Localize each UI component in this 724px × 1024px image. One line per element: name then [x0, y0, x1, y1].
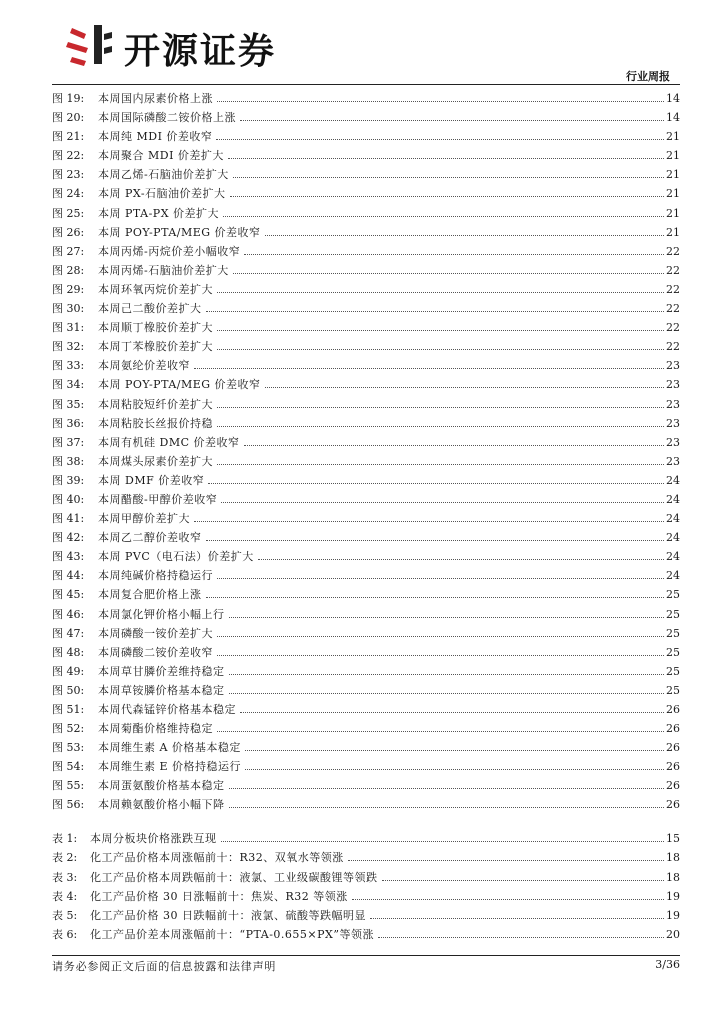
figure-entry-leader: [240, 119, 664, 121]
figure-entry[interactable]: [52, 719, 680, 738]
figure-entry-leader: [217, 406, 664, 408]
table-entry-title: 化工产品价格本周跌幅前十：液氯、工业级碳酸锂等领跌: [90, 870, 378, 884]
figure-entry[interactable]: [52, 242, 680, 261]
figure-entry[interactable]: [52, 165, 680, 184]
figure-entry-leader: [265, 234, 664, 236]
figure-entry-title: 本周磷酸二铵价差收窄: [98, 645, 213, 659]
table-entry-leader: [378, 936, 664, 938]
figure-entry[interactable]: [52, 89, 680, 108]
figure-entry-label: 图 53:: [52, 741, 85, 755]
figure-entry-title: 本周 POY-PTA/MEG 价差收窄: [98, 378, 261, 392]
figure-entry-page: 26: [666, 722, 680, 736]
figure-entry-label: 图 29:: [52, 282, 85, 296]
figure-entry[interactable]: [52, 414, 680, 433]
figure-entry-label: 图 32:: [52, 340, 85, 354]
figure-entry-title: 本周煤头尿素价差扩大: [98, 454, 213, 468]
figure-entry[interactable]: [52, 700, 680, 719]
figure-entry-leader: [206, 539, 665, 541]
footer-divider: [52, 955, 680, 956]
figure-entry-label: 图 28:: [52, 263, 85, 277]
figure-entry-title: 本周蛋氨酸价格基本稳定: [98, 779, 225, 793]
figure-entry[interactable]: [52, 528, 680, 547]
figure-entry-title: 本周国际磷酸二铵价格上涨: [98, 111, 236, 125]
figure-entry[interactable]: [52, 585, 680, 604]
table-entry-title: 化工产品价格 30 日跌幅前十：液氯、硫酸等跌幅明显: [90, 909, 366, 923]
figure-entry[interactable]: [52, 547, 680, 566]
figure-entry-label: 图 55:: [52, 779, 85, 793]
brand-logo: [66, 22, 281, 72]
figure-entry-title: 本周 DMF 价差收窄: [98, 473, 205, 487]
figure-entry-title: 本周丁苯橡胶价差扩大: [98, 340, 213, 354]
figure-entry-label: 图 23:: [52, 168, 85, 182]
figure-entry-page: 24: [666, 512, 680, 526]
figure-entry-page: 23: [666, 454, 680, 468]
figure-entry-label: 图 30:: [52, 302, 85, 316]
table-entry-leader: [221, 840, 665, 842]
table-entry-page: 18: [666, 851, 680, 865]
figure-entry-page: 22: [666, 263, 680, 277]
figure-entry-title: 本周丙烯-丙烷价差小幅收窄: [98, 244, 241, 258]
table-entry[interactable]: [52, 868, 680, 887]
figure-entry-leader: [217, 730, 664, 732]
figure-entry-leader: [217, 635, 664, 637]
figure-entry[interactable]: [52, 395, 680, 414]
figure-entry-label: 图 31:: [52, 321, 85, 335]
figure-entry-label: 图 45:: [52, 588, 85, 602]
table-entry-page: 15: [666, 832, 680, 845]
figure-entry-title: 本周维生素 A 价格基本稳定: [98, 741, 241, 755]
header-divider: [52, 84, 680, 85]
figure-entry[interactable]: [52, 356, 680, 375]
figure-entry-leader: [244, 444, 665, 446]
figure-entry-page: 23: [666, 416, 680, 430]
figure-entry-leader: [229, 692, 665, 694]
figure-entry[interactable]: [52, 299, 680, 318]
figure-entry-page: 22: [666, 244, 680, 258]
figure-entry-page: 25: [666, 588, 680, 602]
table-entry-page: 18: [666, 870, 680, 884]
figure-entry[interactable]: [52, 261, 680, 280]
figure-entry-page: 21: [666, 225, 680, 239]
figure-entry[interactable]: [52, 757, 680, 776]
figure-entry-label: 图 21:: [52, 130, 85, 144]
figure-entry-leader: [244, 253, 664, 255]
figure-entry-title: 本周聚合 MDI 价差扩大: [98, 149, 224, 163]
figure-entry-title: 本周纯 MDI 价差收窄: [98, 130, 213, 144]
figure-entry-page: 26: [666, 703, 680, 716]
figure-entry-label: 图 25:: [52, 206, 85, 220]
figure-entry-label: 图 50:: [52, 683, 85, 697]
figure-entry-page: 25: [666, 664, 680, 678]
figure-entry-label: 图 36:: [52, 416, 85, 430]
figure-entry-label: 图 33:: [52, 359, 85, 373]
figure-entry[interactable]: [52, 776, 680, 795]
figure-entry-title: 本周 PVC（电石法）价差扩大: [98, 550, 254, 564]
figure-entry-page: 24: [666, 550, 680, 564]
table-entry-page: 20: [666, 928, 680, 942]
figure-entry[interactable]: [52, 490, 680, 509]
table-entry-label: 表 1:: [52, 832, 78, 845]
table-entry-page: 19: [666, 909, 680, 923]
figure-entry-title: 本周 PTA-PX 价差扩大: [98, 206, 220, 220]
figure-entry-page: 26: [666, 760, 680, 774]
figure-entry-label: 图 19:: [52, 92, 85, 105]
figure-entry-leader: [217, 329, 664, 331]
figure-entry[interactable]: [52, 433, 680, 452]
figure-entry-page: 26: [666, 798, 680, 812]
figure-entry-label: 图 52:: [52, 722, 85, 736]
figure-entry-title: 本周赖氨酸价格小幅下降: [98, 798, 225, 812]
figure-entry[interactable]: [52, 337, 680, 356]
figure-entry-label: 图 56:: [52, 798, 85, 812]
figure-entry-page: 21: [666, 130, 680, 144]
figure-entry-leader: [194, 367, 664, 369]
figure-entry-leader: [265, 386, 664, 388]
figure-entry-title: 本周复合肥价格上涨: [98, 588, 202, 602]
figure-entry-label: 图 35:: [52, 397, 85, 411]
figure-entry-leader: [233, 272, 664, 274]
figure-entry-leader: [217, 100, 664, 102]
figure-entry-leader: [229, 806, 665, 808]
figure-entry-title: 本周 PX-石脑油价差扩大: [98, 187, 226, 201]
figure-entry-label: 图 48:: [52, 645, 85, 659]
figure-entry-page: 22: [666, 340, 680, 354]
table-entry-leader: [352, 898, 664, 900]
figure-entry[interactable]: [52, 624, 680, 643]
figure-entry-label: 图 27:: [52, 244, 85, 258]
figure-entry-leader: [216, 138, 664, 140]
figure-entry-leader: [233, 176, 664, 178]
figure-entry[interactable]: [52, 127, 680, 146]
figure-entry-leader: [217, 577, 664, 579]
figure-entry-page: 24: [666, 569, 680, 583]
figure-entry-page: 24: [666, 531, 680, 545]
figure-entry-page: 21: [666, 168, 680, 182]
figure-entry-page: 23: [666, 397, 680, 411]
table-entry-leader: [382, 879, 665, 881]
table-entry-title: 化工产品价格本周涨幅前十：R32、双氧水等领涨: [90, 851, 344, 865]
figure-entry-label: 图 34:: [52, 378, 85, 392]
table-entry[interactable]: [52, 829, 680, 848]
figure-entry-leader: [245, 749, 664, 751]
figure-entry[interactable]: [52, 662, 680, 681]
table-entry[interactable]: [52, 848, 680, 867]
figure-entry-title: 本周有机硅 DMC 价差收窄: [98, 435, 240, 449]
table-entry-label: 表 5:: [52, 909, 78, 923]
figure-entry-leader: [258, 558, 664, 560]
figure-entry-page: 23: [666, 435, 680, 449]
figure-entry-title: 本周草甘膦价差维持稳定: [98, 664, 225, 678]
figure-entry-leader: [217, 463, 664, 465]
table-entry-label: 表 2:: [52, 851, 78, 865]
figure-entry-label: 图 44:: [52, 569, 85, 583]
figure-entry-title: 本周氯化钾价格小幅上行: [98, 607, 225, 621]
figure-entry-leader: [206, 310, 665, 312]
figure-entry-title: 本周草铵膦价格基本稳定: [98, 683, 225, 697]
figure-entry-title: 本周代森锰锌价格基本稳定: [98, 703, 236, 716]
figure-entry-leader: [221, 501, 664, 503]
figure-entry-label: 图 41:: [52, 512, 85, 526]
figure-entry-title: 本周国内尿素价格上涨: [98, 92, 213, 105]
figure-entry[interactable]: [52, 738, 680, 757]
figure-entry-leader: [206, 596, 665, 598]
figure-entry-leader: [217, 348, 664, 350]
figure-entry[interactable]: [52, 681, 680, 700]
figure-entry-title: 本周丙烯-石脑油价差扩大: [98, 263, 229, 277]
figure-entry-leader: [229, 673, 665, 675]
table-entry-label: 表 6:: [52, 928, 78, 942]
figure-entry[interactable]: [52, 605, 680, 624]
figure-entry-page: 24: [666, 492, 680, 506]
figure-entry-leader: [229, 616, 665, 618]
figure-entry-title: 本周醋酸-甲醇价差收窄: [98, 492, 218, 506]
figure-entry-label: 图 42:: [52, 531, 85, 545]
figure-entry-leader: [240, 711, 664, 713]
figure-entry[interactable]: [52, 509, 680, 528]
figure-entry-leader: [217, 425, 664, 427]
table-entry[interactable]: [52, 906, 680, 925]
table-entry-title: 本周分板块价格涨跌互现: [90, 832, 217, 845]
figure-entry[interactable]: [52, 643, 680, 662]
figure-entry-title: 本周乙烯-石脑油价差扩大: [98, 168, 229, 182]
figure-entry-label: 图 43:: [52, 550, 85, 564]
figure-entry-page: 26: [666, 741, 680, 755]
brand-name: 开源证券: [124, 31, 277, 72]
figure-entry-label: 图 22:: [52, 149, 85, 163]
figure-entry-label: 图 39:: [52, 473, 85, 487]
figure-list: [52, 89, 680, 815]
figure-entry-title: 本周环氧丙烷价差扩大: [98, 282, 213, 296]
figure-entry-page: 26: [666, 779, 680, 793]
figure-entry-leader: [223, 215, 664, 217]
report-type: 行业周报: [626, 70, 670, 83]
figure-entry-label: 图 24:: [52, 187, 85, 201]
table-entry-label: 表 4:: [52, 889, 78, 903]
figure-entry-title: 本周甲醇价差扩大: [98, 512, 190, 526]
figure-entry-page: 14: [666, 92, 680, 105]
figure-entry[interactable]: [52, 566, 680, 585]
figure-entry[interactable]: [52, 184, 680, 203]
figure-entry-page: 22: [666, 282, 680, 296]
figure-entry-page: 25: [666, 683, 680, 697]
table-entry-title: 化工产品价格 30 日涨幅前十：焦炭、R32 等领涨: [90, 889, 348, 903]
figure-entry[interactable]: [52, 375, 680, 394]
figure-entry-page: 22: [666, 321, 680, 335]
figure-entry-page: 14: [666, 111, 680, 125]
figure-entry-page: 23: [666, 378, 680, 392]
kaiyuan-logo-icon: [66, 22, 114, 68]
figure-entry-leader: [194, 520, 664, 522]
table-entry-leader: [370, 917, 664, 919]
figure-entry-title: 本周磷酸一铵价差扩大: [98, 626, 213, 640]
figure-entry-title: 本周氨纶价差收窄: [98, 359, 190, 373]
figure-entry-title: 本周顺丁橡胶价差扩大: [98, 321, 213, 335]
figure-entry-leader: [228, 157, 664, 159]
figure-entry-page: 21: [666, 206, 680, 220]
figure-entry-title: 本周粘胶长丝报价持稳: [98, 416, 213, 430]
figure-entry-title: 本周粘胶短纤价差扩大: [98, 397, 213, 411]
table-entry-leader: [348, 859, 664, 861]
figure-entry-leader: [217, 654, 664, 656]
table-entry-title: 化工产品价差本周涨幅前十：“PTA-0.655×PX”等领涨: [90, 928, 374, 942]
figure-entry-title: 本周菊酯价格维持稳定: [98, 722, 213, 736]
figure-entry-leader: [245, 768, 664, 770]
figure-entry-title: 本周己二酸价差扩大: [98, 302, 202, 316]
figure-entry[interactable]: [52, 471, 680, 490]
figure-entry-label: 图 46:: [52, 607, 85, 621]
figure-entry-label: 图 38:: [52, 454, 85, 468]
table-entry-page: 19: [666, 889, 680, 903]
figure-entry-label: 图 40:: [52, 492, 85, 506]
figure-entry[interactable]: [52, 318, 680, 337]
figure-entry-label: 图 20:: [52, 111, 85, 125]
figure-entry-leader: [229, 787, 665, 789]
figure-entry-page: 23: [666, 359, 680, 373]
figure-entry-page: 25: [666, 626, 680, 640]
figure-entry-label: 图 37:: [52, 435, 85, 449]
figure-entry-leader: [230, 195, 664, 197]
figure-entry-page: 24: [666, 473, 680, 487]
figure-entry-leader: [217, 291, 664, 293]
table-entry-label: 表 3:: [52, 870, 78, 884]
figure-entry-page: 21: [666, 149, 680, 163]
figure-entry[interactable]: [52, 280, 680, 299]
figure-entry-page: 25: [666, 645, 680, 659]
figure-entry-title: 本周纯碱价格持稳运行: [98, 569, 213, 583]
figure-entry[interactable]: [52, 795, 680, 814]
figure-entry[interactable]: [52, 223, 680, 242]
footer-disclaimer: 请务必参阅正文后面的信息披露和法律声明: [52, 960, 277, 973]
figure-entry-page: 21: [666, 187, 680, 201]
figure-entry-page: 25: [666, 607, 680, 621]
page-number: 3/36: [655, 958, 680, 971]
table-entry[interactable]: [52, 925, 680, 944]
table-entry[interactable]: [52, 887, 680, 906]
figure-entry-title: 本周维生素 E 价格持稳运行: [98, 760, 242, 774]
figure-entry[interactable]: [52, 452, 680, 471]
figure-entry-leader: [208, 482, 664, 484]
figure-entry[interactable]: [52, 108, 680, 127]
figure-entry-label: 图 51:: [52, 703, 85, 716]
figure-entry-title: 本周乙二醇价差收窄: [98, 531, 202, 545]
figure-entry-title: 本周 POY-PTA/MEG 价差收窄: [98, 225, 261, 239]
figure-entry[interactable]: [52, 146, 680, 165]
figure-entry[interactable]: [52, 204, 680, 223]
figure-entry-label: 图 54:: [52, 760, 85, 774]
table-list: [52, 829, 680, 945]
figure-entry-label: 图 47:: [52, 626, 85, 640]
figure-entry-label: 图 26:: [52, 225, 85, 239]
figure-entry-label: 图 49:: [52, 664, 85, 678]
figure-entry-page: 22: [666, 302, 680, 316]
